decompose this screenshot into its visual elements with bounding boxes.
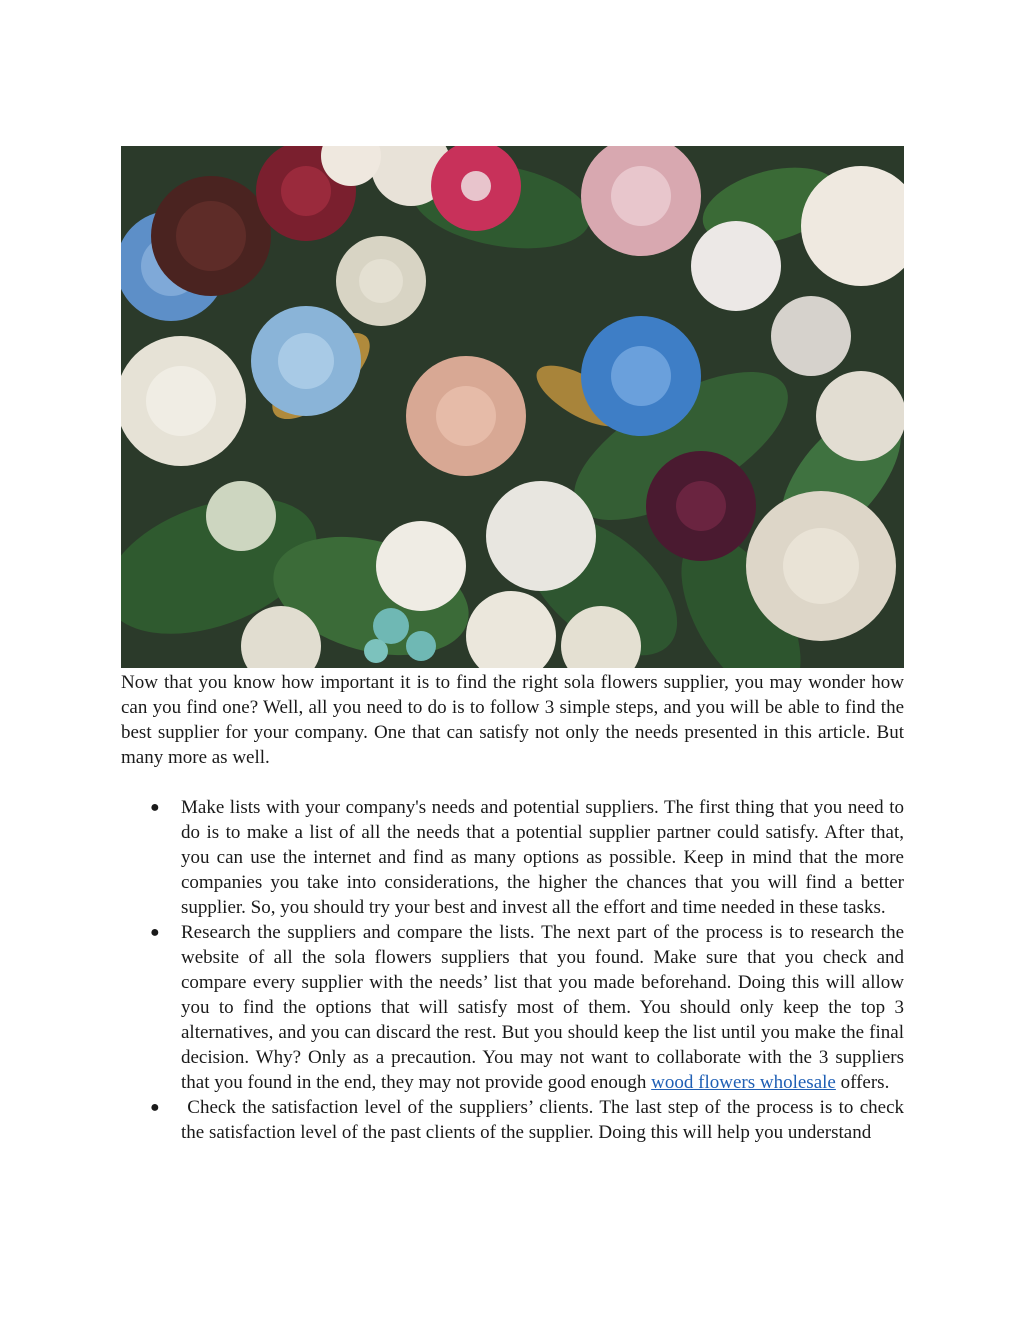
step-text: Research the suppliers and compare the lists. The next part of the process is to research the website of all the sola flowers suppliers that you found. Make sure that you check and compare every supplier with the needs’ list that you made beforehand. Doing this will allow you to find the options that will satisfy most of them. You should only keep the top 3 alternatives, and you can discard the rest. But you should keep the list until you make the final decision. Why? Only as a precaution. You may not want to collaborate with the 3 suppliers that you found in the end, they may not provide good enough [181,922,904,1093]
wood-flowers-wholesale-link[interactable]: wood flowers wholesale [651,1072,836,1093]
list-item [121,795,904,920]
flower-arrangement-photo [121,146,904,668]
step-text-after-link: offers. [835,1072,890,1093]
bullet-icon: ● [150,1099,160,1116]
list-item [121,1095,909,1145]
steps-list [121,795,909,1145]
list-item [121,920,904,1095]
bullet-icon: ● [150,924,160,941]
step-text: Check the satisfaction level of the suppliers’ clients. The last step of the process is to check the satisfaction level of the past clients of the supplier. Doing this will help you understand [181,1097,909,1143]
step-text: Make lists with your company's needs and potential suppliers. The first thing that you need to do is to make a list of all the needs that a potential supplier partner could satisfy. After that, you can use the internet and find as many options as possible. Keep in mind that the more companies you take into considerations, the higher the chances that you will find a better supplier. So, you should try your best and invest all the effort and time needed in these tasks. [181,797,904,918]
bullet-icon: ● [150,799,160,816]
intro-paragraph: Now that you know how important it is to find the right sola flowers supplier, you may wonder how can you find one? Well, all you need to do is to follow 3 simple steps, and you will be able to find the best supplier for your company. One that can satisfy not only the needs presented in this article. But many more as well. [121,672,904,768]
